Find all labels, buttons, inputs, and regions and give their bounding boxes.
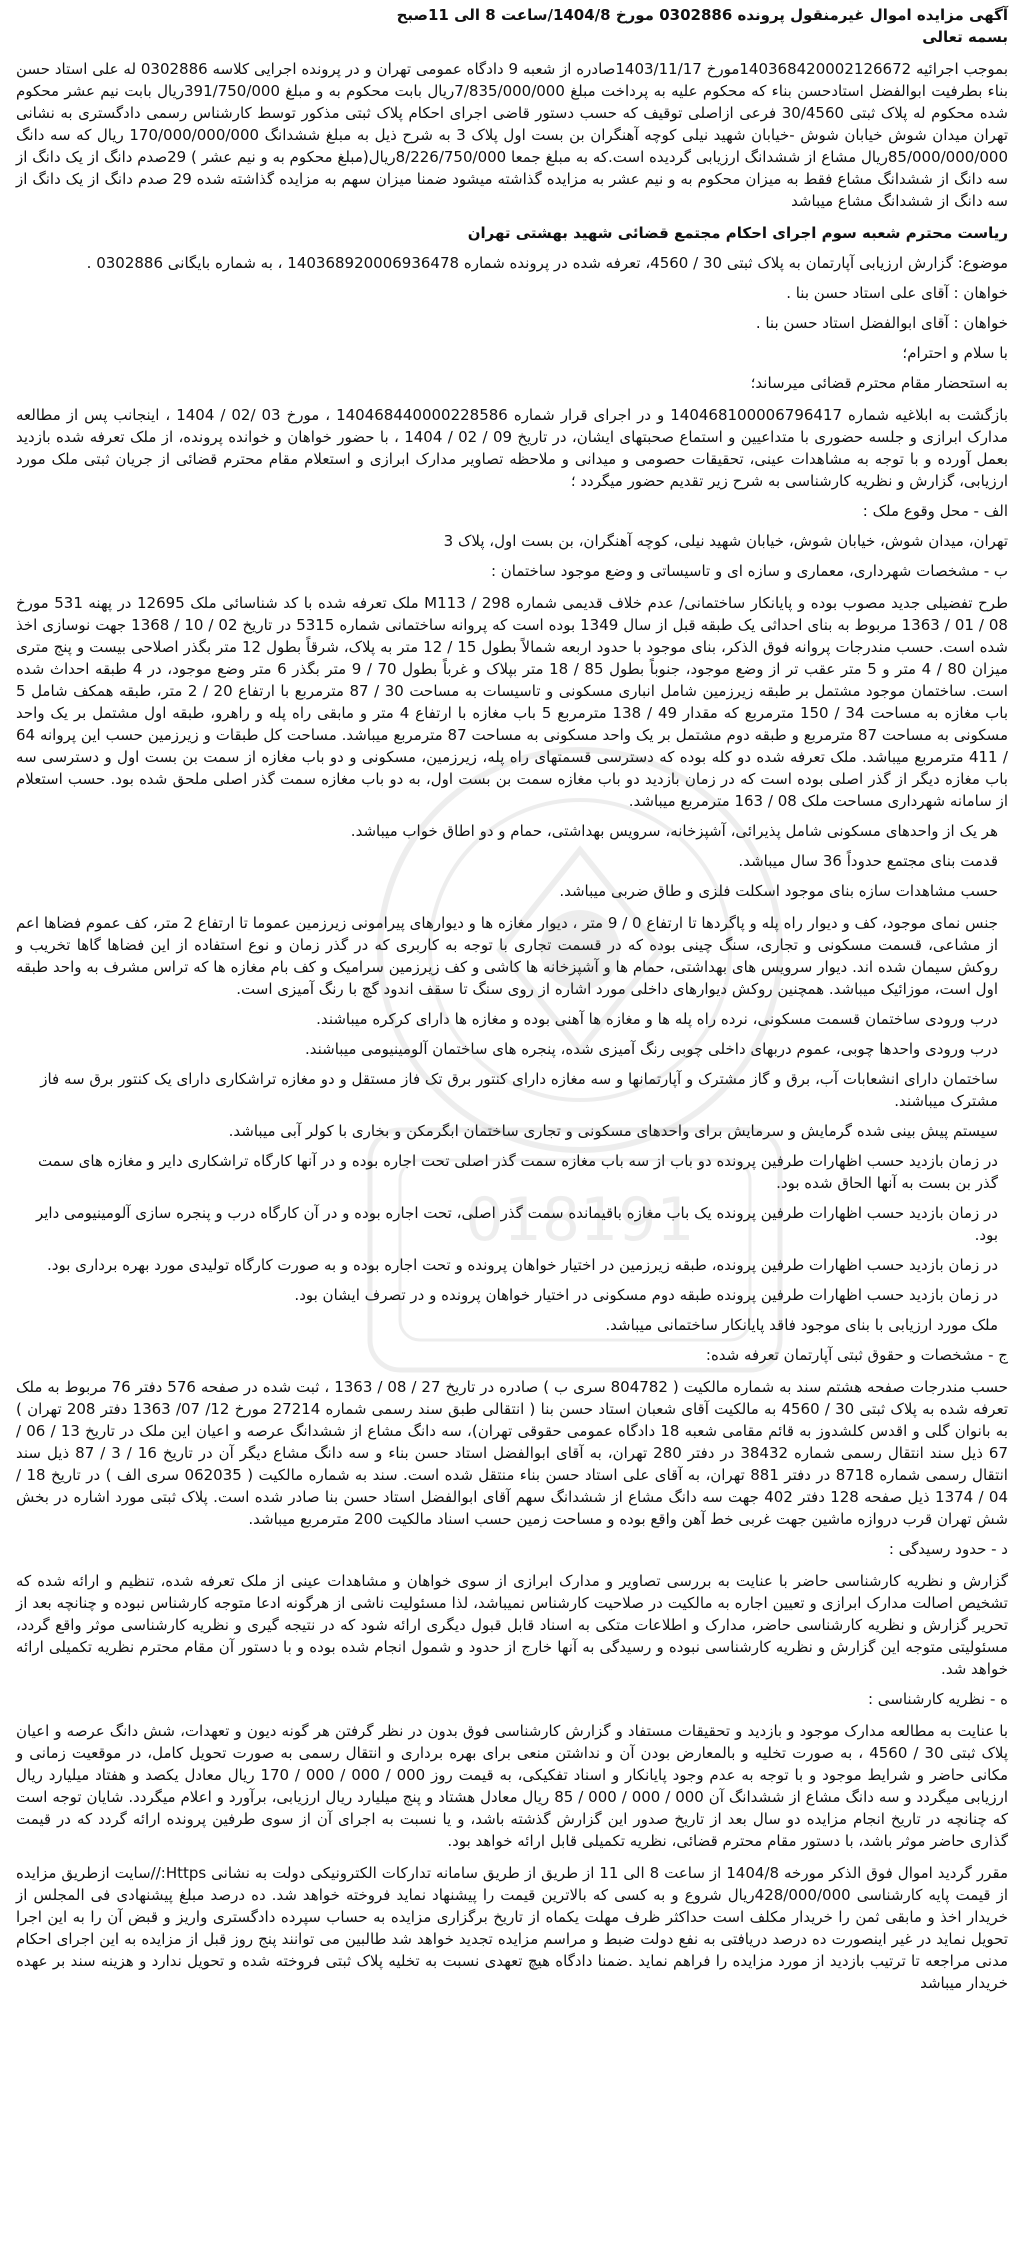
section-a-title: الف - محل وقوع ملک :	[862, 502, 1008, 520]
section-b-item: درب ورودی واحدها چوبی، عموم دربهای داخلی چوبی رنگ آمیزی شده، پنجره های ساختمان آلومینیومی میباشند.	[304, 1040, 998, 1058]
section-b-title: ب - مشخصات شهرداری، معماری و سازه ای و تاسیساتی و وضع موجود ساختمان :	[490, 562, 1008, 580]
section-d-title: د - حدود رسیدگی :	[888, 1540, 1008, 1558]
greeting-line: با سلام و احترام؛	[902, 344, 1008, 362]
section-b-item: جنس نمای موجود، کف و دیوار راه پله و پاگردها تا ارتفاع 0 / 9 متر ، دیوار مغازه ها و دیوارهای پیرامونی زیرزمین عموما تا ارتفاع 2 متر، کف عموم فضاها اعم از مشاعی، قسمت مسکونی و تجاری، سنگ چینی بوده که در قسمت تجاری با توجه به کاربری که در گذر زمان و نوع استفاده از این فضاها گاها تخریب و روکش سیمان شده اند. دیوار سرویس های بهداشتی، حمام ها و آشپزخانه ها کاشی و کف زیرزمین سرامیک و کف بام مغازه ها که تراس مشرف به واحد طبقه اول است، موزائیک میباشد. همچنین روکش دیوارهای داخلی مورد اشاره از روی سنگ تا سقف اندود گچ با رنگ آمیزی است.	[16, 914, 998, 998]
plaintiff-line: خواهان : آقای علی استاد حسن بنا .	[786, 284, 1008, 302]
section-b-item: سیستم پیش بینی شده گرمایش و سرمایش برای واحدهای مسکونی و تجاری ساختمان ابگرمکن و بخاری با کولر آبی میباشد.	[228, 1122, 998, 1140]
section-d-body: گزارش و نظریه کارشناسی حاضر با عنایت به بررسی تصاویر و مدارک ابرازی از سوی خواهان و مشاهدات عینی از ملک تعرفه شده، تنظیم و ارائه شده که تشخیص اصالت مدارک ابرازی و تعیین اجاره به مالکیت در صلاحیت کارشناس نمیباشد، لذا مسئولیت ناشی از هرگونه ادعا متوجه کارشناس نبوده و چنانچه بعد از تحریر گزارش و نظریه کارشناسی حاضر، مدارک و اطلاعات متکی به اسناد قابل قبول دیگری ارائه شود که در نتیجه گیری و نظریه کارشناسی موثر واقع گردد، مسئولیتی متوجه این گزارش و نظریه کارشناسی نبوده و رسیدگی به آنها خارج از حدود و شمول انجام شده بوده و با دستور آن مقام محترم نظریه تکمیلی ارائه خواهد شد.	[16, 1572, 1008, 1678]
notice-line: به استحضار مقام محترم قضائی میرساند؛	[750, 374, 1008, 392]
section-b-item: در زمان بازدید حسب اظهارات طرفین پرونده طبقه دوم مسکونی در اختیار خواهان پرونده و در تصرف ایشان بود.	[294, 1286, 998, 1304]
section-b-item: در زمان بازدید حسب اظهارات طرفین پرونده، طبقه زیرزمین در اختیار خواهان پرونده و تحت اجاره بوده و به صورت کارگاه تولیدی مورد بهره برداری بود.	[47, 1256, 998, 1274]
defendant-line: خواهان : آقای ابوالفضل استاد حسن بنا .	[755, 314, 1008, 332]
section-a-address: تهران، میدان شوش، خیابان شوش، خیابان شهید نیلی، کوچه آهنگران، بن بست اول، پلاک 3	[443, 532, 1008, 550]
section-b-body: طرح تفضیلی جدید مصوب بوده و پایانکار ساختمانی/ عدم خلاف قدیمی شماره 298 / M113 ملک تعرفه شده با کد شناسائی ملک 12695 در پهنه 531 مورخ 08 / 01 / 1363 مربوط به بنای احداثی یک طبقه قبل از سال 1349 بوده است که پروانه ساختمانی شماره 5315 در تاریخ 02 / 10 / 1368 جهت نوسازی اخذ شده است. حسب مندرجات پروانه فوق الذکر، بنای موجود با حدود اربعه شمالاً بطول 15 / 12 متر به پلاک، شرقاً بطول 12 متر بگذر اصلاحی بیست و پنج متری میزان 80 / 4 متر و 5 متر عقب تر از وضع موجود، جنوباً بطول 85 / 18 متر بپلاک و غرباً بطول 70 / 9 متر بگذر 6 متر وضع موجود، در 4 طبقه احداث شده است. ساختمان موجود مشتمل بر طبقه زیرزمین شامل انباری مسکونی و تاسیسات به مساحت 30 / 87 مترمربع با ارتفاع 20 / 2 متر، طبقه همکف شامل 5 باب مغازه به مساحت 34 / 150 مترمربع که مقدار 49 / 138 مترمربع 5 باب مغازه با ارتفاع 4 متر و مابقی راه پله و راهرو، طبقه اول مشتمل بر یک واحد مسکونی به مساحت 87 مترمربع و طبقه دوم مشتمل بر یک واحد مسکونی به مساحت 87 مترمربع میباشد. مساحت کل طبقات و زیرزمین حسب این پروانه 64 / 411 مترمربع میباشد. ملک تعرفه شده دو کله بوده که دسترسی قسمتهای راه پله، زیرزمین، مسکونی و دو باب مغازه از سمت بن بست اول و دسترسی سه باب مغازه دیگر از گذر اصلی بوده است که در زمان بازدید دو باب مغازه سمت بن بست اول، به دو باب مغازه سمت گذر اصلی ملحق شده بود. حسب استعلام از سامانه شهرداری مساحت ملک 08 / 163 مترمربع میباشد.	[16, 594, 1009, 810]
section-e-title: ه - نظریه کارشناسی :	[867, 1690, 1008, 1708]
section-b-item: درب ورودی ساختمان قسمت مسکونی، نرده راه پله ها و مغازه ها آهنی بوده و مغازه ها دارای کرکره میباشند.	[316, 1010, 998, 1028]
auction-terms: مقرر گردید اموال فوق الذکر مورخه 1404/8 از ساعت 8 الی 11 از طریق از طریق سامانه تدارکات الکترونیکی دولت به نشانی Https://سایت ازطریق مزایده از قیمت پایه کارشناسی 428/000/000ریال شروع و به کسی که بالاترین قیمت را پیشنهاد نماید فروخته خواهد شد. ده درصد مبلغ پیشنهادی فی المجلس از خریدار اخذ و مابقی ثمن را خریدار مکلف است حداکثر ظرف مهلت یکماه از تاریخ برگزاری مزایده به حساب سپرده دادگستری واریز و قبض آن را به این اجرا تحویل نماید در غیر اینصورت ده درصد دریافتی به نفع دولت ضبط و مراسم مزایده تجدید خواهد شد طالبین می توانند پنج روز قبل از مزایده به این اجرای احکام مدنی مراجعه تا ترتیب بازدید از مورد مزایده را فراهم نماید .ضمنا دادگاه هیچ تعهدی نسبت به تخلیه پلاک ثبتی فروخته شده و تحویل ندارد و هزینه سند بر عهده خریدار میباشد	[16, 1864, 1009, 1992]
section-b-item: حسب مشاهدات سازه بنای موجود اسکلت فلزی و طاق ضربی میباشد.	[559, 882, 998, 900]
subject-line: موضوع: گزارش ارزیابی آپارتمان به پلاک ثبتی 30 / 4560، تعرفه شده در پرونده شماره 140368920006936478 ، به شماره بایگانی 0302886 .	[86, 254, 1008, 272]
section-c-body: حسب مندرجات صفحه هشتم سند به شماره مالکیت ( 804782 سری ب ) صادره در تاریخ 27 / 08 / 1363 ، ثبت شده در صفحه 576 دفتر 76 مربوط به ملک تعرفه شده به پلاک ثبتی 30 / 4560 به مالکیت آقای شعبان استاد حسن بنا ( انتقالی طبق سند رسمی شماره 27214 مورخ 12/ 07/ 1363 دفتر 208 تهران ) به بانوان گلی و اقدس کلشدوز به قائم مقامی شعبه 18 دادگاه عمومی حقوقی تهران)، سه دانگ مشاع از ششدانگ عرصه و اعیان این ملک در تاریخ 13 / 06 / 67 ذیل سند انتقال رسمی شماره 38432 در دفتر 280 تهران، به آقای ابوالفضل استاد حسن بناء و سه دانگ مشاع دیگر آن در تاریخ 16 / 3 / 87 ذیل سند انتقال رسمی شماره 8718 در دفتر 881 تهران، به آقای علی استاد حسن بناء منتقل شده است. سند به شماره مالکیت ( 062035 سری الف ) در تاریخ 18 / 04 / 1374 ذیل صفحه 128 دفتر 402 جهت سه دانگ مشاع از ششدانگ سهم آقای ابوالفضل استاد حسن بنا صادر شده است. پلاک ثبتی مورد اشاره در بخش شش تهران قرب دروازه ماشین جهت غربی خط آهن واقع بوده و مساحت زمین حسب اسناد مالکیت 200 مترمربع میباشد.	[16, 1378, 1009, 1528]
addressee: ریاست محترم شعبه سوم اجرای احکام مجتمع قضائی شهید بهشتی تهران	[467, 224, 1008, 242]
notice-title: آگهی مزایده اموال غیرمنقول پرونده 0302886 مورخ 1404/8/ساعت 8 الی 11صبح	[396, 6, 1008, 24]
section-b-item: در زمان بازدید حسب اظهارات طرفین پرونده یک باب مغازه باقیمانده سمت گذر اصلی، تحت اجاره بوده و در آن کارگاه درب و پنجره سازی آلومینیومی دایر بود.	[35, 1204, 998, 1244]
section-e-body: با عنایت به مطالعه مدارک موجود و بازدید و تحقیقات مستفاد و گزارش کارشناسی فوق بدون در نظر گرفتن هر گونه دیون و تعهدات، شش دانگ عرصه و اعیان پلاک ثبتی 30 / 4560 ، به صورت تخلیه و بالمعارض بودن آن و نداشتن منعی برای بهره برداری و انتقال رسمی به صورت تحویل کامل، در موقعیت زمانی و مکانی حاضر و شرایط موجود و با توجه به عدم وجود پایانکار و اسناد تفکیکی، به قیمت روز 000 / 000 / 000 / 170 ریال معادل یکصد و هفتاد میلیارد ریال ارزیابی میگردد و سه دانگ مشاع از ششدانگ آن 000 / 000 / 000 / 85 ریال معادل هشتاد و پنج میلیارد ریال ارزیابی، برآورد و اعلام میگردد. شایان توجه است که چنانچه در تاریخ انجام مزایده دو سال بعد از تاریخ صدور این گزارش گذشته باشد، و یا نسبت به اجرای آن از سوی طرفین پرونده ارائه گردد که در قیمت گذاری حاضر موثر باشد، با دستور مقام محترم قضائی، نظریه تکمیلی قابل ارائه خواهد بود.	[16, 1722, 1009, 1850]
report-intro: بازگشت به ابلاغیه شماره 140468100006796417 و در اجرای قرار شماره 140468440000228586 ، مورخ 03 /02 / 1404 ، اینجانب پس از مطالعه مدارک ابرازی و جلسه حضوری با متداعیین و استماع صحبتهای ایشان، در تاریخ 09 / 02 / 1404 ، با حضور خواهان و خوانده پرونده، از ملک تعرفه شده بازدید بعمل آورده و با توجه به مشاهدات عینی، تحقیقات حصومی و میدانی و ملاحظه تصاویر مدارک ابرازی و استعلام مقام محترم قضائی از جریان ثبتی ملک مورد ارزیابی، گزارش و نظریه کارشناسی به شرح زیر تقدیم حضور میگردد ؛	[16, 406, 1009, 490]
enforcement-intro: بموجب اجرائیه 140368420002126672مورخ 1403/11/17صادره از شعبه 9 دادگاه عمومی تهران و در پرونده اجرایی کلاسه 0302886 له علی استاد حسن بناء بطرفیت ابوالفضل استادحسن بناء که محکوم علیه به پرداخت مبلغ 7/835/000/000ریال بابت محکوم به و مبلغ 391/750/000ریال بابت نیم عشر محکوم شده محکوم له پلاک ثبتی 30/4560 فرعی ازاصلی توقیف که حسب دستور قاضی اجرای احکام پلاک ثبتی مذکور توسط کارشناس رسمی دادگستری به نشانی تهران میدان شوش خیابان شوش -خیابان شهید نیلی کوچه آهنگران بن بست اول پلاک 3 به شرح ذیل به مبلغ ششدانگ 170/000/000/000 ریال که سه دانگ 85/000/000/000ریال مشاع از ششدانگ ارزیابی گردیده است.که به مبلغ جمعا 8/226/750/000ریال(مبلغ محکوم به و نیم عشر ) 29صدم دانگ از یک دانگ از سه دانگ از ششدانگ مشاع فقط به میزان محکوم به و نیم عشر به مزایده گذاشته میشود ضمنا میزان سهم به مزایده گذاشته شده 29 صدم دانگ از یک دانگ از سه دانگ از ششدانگ مشاع میباشد	[16, 60, 1009, 210]
section-b-item: قدمت بنای مجتمع حدوداً 36 سال میباشد.	[738, 852, 998, 870]
section-c-title: ج - مشخصات و حقوق ثبتی آپارتمان تعرفه شده:	[705, 1346, 1008, 1364]
bismillah: بسمه تعالی	[922, 28, 1008, 46]
svg-text:018191: 018191	[465, 1185, 695, 1255]
section-b-item: ملک مورد ارزیابی با بنای موجود فاقد پایانکار ساختمانی میباشد.	[605, 1316, 998, 1334]
section-b-item: ساختمان دارای انشعابات آب، برق و گاز مشترک و آپارتمانها و سه مغازه دارای کنتور برق تک فاز مستقل و دو مغازه تراشکاری دارای یک کنتور برق سه فاز مشترک میباشند.	[40, 1070, 998, 1110]
section-b-item: در زمان بازدید حسب اظهارات طرفین پرونده دو باب از سه باب مغازه سمت گذر اصلی تحت اجاره بوده و در آنها کارگاه تراشکاری دایر و مغازه های سمت گذر بن بست به آنها الحاق شده بود.	[37, 1152, 998, 1192]
section-b-item: هر یک از واحدهای مسکونی شامل پذیرائی، آشپزخانه، سرویس بهداشتی، حمام و دو اطاق خواب میباشد.	[350, 822, 998, 840]
